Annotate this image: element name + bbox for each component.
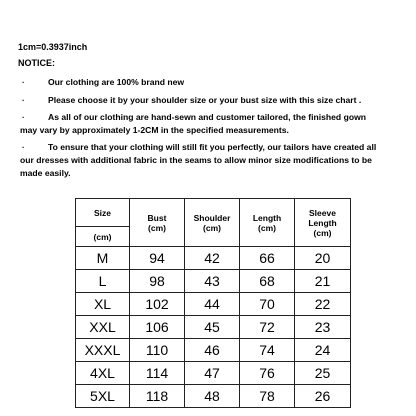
bullet: ·	[22, 78, 25, 87]
length-cell: 74	[240, 339, 295, 362]
bust-cell: 114	[130, 362, 185, 385]
table-row	[76, 247, 351, 270]
table-row	[76, 316, 351, 339]
size-cell: 5XL	[76, 385, 130, 408]
conversion-note: 1cm=0.3937inch	[18, 42, 88, 52]
notice-line: our dresses with additional fabric in the seams to allow minor size modifications to be	[20, 155, 372, 165]
bullet: ·	[22, 143, 25, 152]
bust-cell: 106	[130, 316, 185, 339]
shoulder-cell: 48	[185, 385, 240, 408]
shoulder-cell: 43	[185, 270, 240, 293]
shoulder-cell: 44	[185, 293, 240, 316]
bust-cell: 98	[130, 270, 185, 293]
bust-cell: 94	[130, 247, 185, 270]
bullet: ·	[22, 113, 25, 122]
sleeve-cell: 25	[295, 362, 351, 385]
sleeve-cell: 20	[295, 247, 351, 270]
bust-cell: 118	[130, 385, 185, 408]
notice-line: Our clothing are 100% brand new	[48, 77, 185, 87]
sleeve-cell: 23	[295, 316, 351, 339]
notice-title: NOTICE:	[18, 58, 55, 68]
length-cell: 78	[240, 385, 295, 408]
size-cell: 4XL	[76, 362, 130, 385]
size-cell: L	[76, 270, 130, 293]
size-chart-table	[75, 198, 351, 408]
length-cell: 66	[240, 247, 295, 270]
sleeve-cell: 22	[295, 293, 351, 316]
table-row	[76, 362, 351, 385]
size-cell: M	[76, 247, 130, 270]
table-row	[76, 385, 351, 408]
size-unit: (cm)	[76, 227, 130, 247]
shoulder-cell: 45	[185, 316, 240, 339]
sleeve-cell: 24	[295, 339, 351, 362]
notice-line: made easily.	[20, 168, 71, 178]
size-cell: XL	[76, 293, 130, 316]
table-row	[76, 270, 351, 293]
shoulder-cell: 47	[185, 362, 240, 385]
length-cell: 68	[240, 270, 295, 293]
size-cell: XXXL	[76, 339, 130, 362]
notice-line: may vary by approximately 1-2CM in the specified measurements.	[20, 125, 289, 135]
length-header: Length (cm)	[240, 199, 295, 247]
shoulder-cell: 46	[185, 339, 240, 362]
size-cell: XXL	[76, 316, 130, 339]
length-cell: 72	[240, 316, 295, 339]
notice-line: To ensure that your clothing will still fit you perfectly, our tailors have created all	[48, 142, 377, 152]
notice-line: Please choose it by your shoulder size or your bust size with this size chart .	[48, 95, 362, 105]
shoulder-cell: 42	[185, 247, 240, 270]
length-cell: 70	[240, 293, 295, 316]
length-cell: 76	[240, 362, 295, 385]
shoulder-header: Shoulder (cm)	[185, 199, 240, 247]
notice-line: As all of our clothing are hand-sewn and customer tailored, the finished gown	[48, 112, 367, 122]
bust-header: Bust (cm)	[130, 199, 185, 247]
sleeve-cell: 26	[295, 385, 351, 408]
table-row	[76, 293, 351, 316]
bust-cell: 102	[130, 293, 185, 316]
size-header: Size	[76, 199, 130, 227]
sleeve-cell: 21	[295, 270, 351, 293]
bullet: ·	[22, 96, 25, 105]
bust-cell: 110	[130, 339, 185, 362]
sleeve-length-header: Sleeve Length (cm)	[295, 199, 351, 247]
table-row	[76, 339, 351, 362]
